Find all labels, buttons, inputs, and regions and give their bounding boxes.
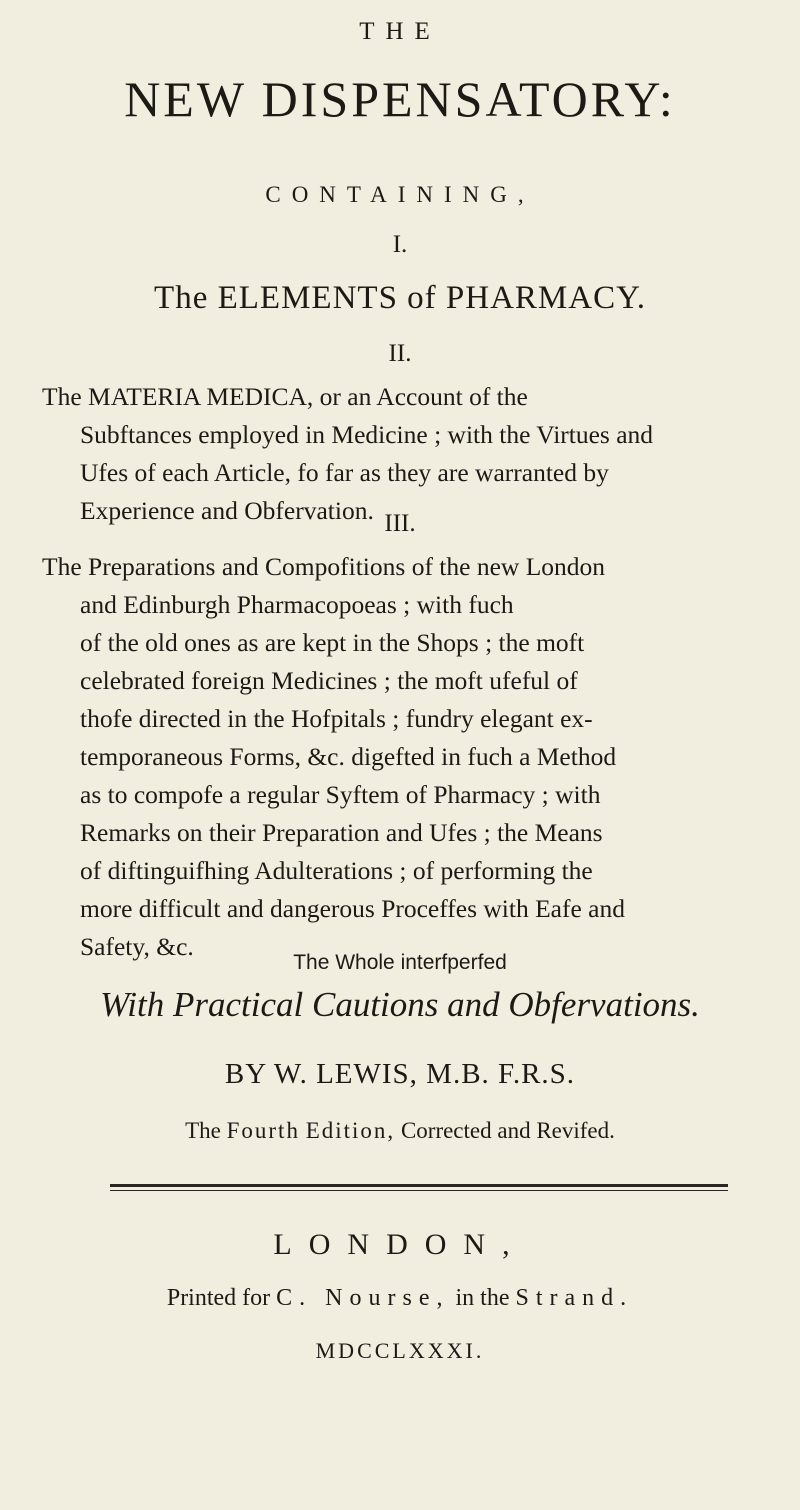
section-3-line: Safety, &c. bbox=[80, 932, 194, 961]
edition-fourth: Fourth bbox=[226, 1118, 300, 1143]
section-2-line: Subftances employed in Medicine ; with the Virtues and bbox=[80, 420, 654, 449]
author-line: BY W. LEWIS, M.B. F.R.S. bbox=[224, 1058, 576, 1090]
section-3-line: celebrated foreign Medicines ; the moft ufeful of bbox=[80, 666, 578, 695]
section-2-line: The MATERIA MEDICA, or an Account of the bbox=[42, 382, 528, 411]
printer-name: C. Nourse, bbox=[276, 1285, 450, 1311]
section-2-line: Experience and Obfervation. bbox=[80, 496, 374, 525]
edition-rest: Corrected and Revifed. bbox=[400, 1118, 615, 1143]
section-1-text: The ELEMENTS of PHARMACY. bbox=[154, 280, 646, 316]
section-3-paragraph bbox=[42, 548, 766, 966]
article-the: THE bbox=[359, 18, 441, 45]
imprint-printer-line bbox=[0, 1285, 800, 1312]
section-3-line: of diftinguifhing Adulterations ; of performing the bbox=[80, 856, 593, 885]
edition-word: Edition, bbox=[305, 1118, 396, 1143]
divider-thin bbox=[110, 1190, 728, 1191]
street-name: Strand. bbox=[515, 1285, 634, 1311]
practical-cautions-line: With Practical Cautions and Obfervations. bbox=[100, 985, 700, 1024]
divider-thick bbox=[110, 1184, 728, 1187]
book-title: NEW DISPENSATORY: bbox=[124, 71, 676, 127]
interfperfed-note: The Whole interfperfed bbox=[293, 951, 507, 974]
containing-label: CONTAINING, bbox=[265, 182, 535, 207]
section-3-line: of the old ones as are kept in the Shops ; the moft bbox=[80, 628, 585, 657]
section-numeral-1: I. bbox=[392, 231, 408, 258]
edition-line bbox=[0, 1118, 800, 1144]
section-3-line: as to compofe a regular Syftem of Pharmacy ; with bbox=[80, 780, 601, 809]
section-3-line: and Edinburgh Pharmacopoeas ; with fuch bbox=[80, 590, 514, 619]
in-the: in the bbox=[455, 1285, 510, 1311]
section-numeral-3: III. bbox=[384, 510, 416, 537]
section-2-paragraph bbox=[42, 378, 766, 530]
section-3-line: thofe directed in the Hofpitals ; fundry elegant ex- bbox=[80, 704, 593, 733]
section-3-line: The Preparations and Compofitions of the new London bbox=[42, 552, 606, 581]
section-3-line: Remarks on their Preparation and Ufes ; the Means bbox=[80, 818, 603, 847]
section-3-line: temporaneous Forms, &c. digefted in fuch a Method bbox=[80, 742, 617, 771]
printed-for: Printed for bbox=[166, 1285, 271, 1311]
section-2-line: Ufes of each Article, fo far as they are warranted by bbox=[80, 458, 609, 487]
section-numeral-2: II. bbox=[388, 340, 412, 367]
section-3-line: more difficult and dangerous Proceffes with Eafe and bbox=[80, 894, 626, 923]
edition-prefix: The bbox=[185, 1118, 221, 1143]
imprint-date: MDCCLXXXI. bbox=[315, 1338, 485, 1363]
imprint-place: LONDON, bbox=[273, 1228, 527, 1261]
